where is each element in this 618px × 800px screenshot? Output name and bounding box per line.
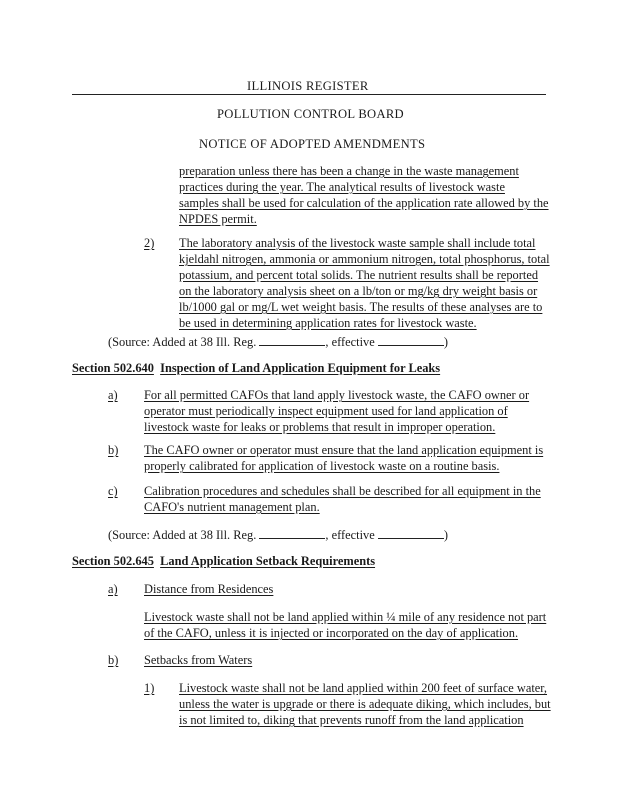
setback-a-label: a)	[108, 582, 118, 596]
continuation-line: preparation unless there has been a change in the waste management	[179, 164, 519, 178]
item-b-label: b)	[108, 443, 119, 457]
source-effective: , effective	[325, 335, 375, 349]
item-2-line: kjeldahl nitrogen, ammonia or ammonium nitrogen, total phosphorus, total	[179, 252, 550, 266]
setback-b-label: b)	[108, 653, 119, 667]
continuation-line: samples shall be used for calculation of the application rate allowed by the	[179, 196, 549, 210]
setback-a-line: of the CAFO, unless it is injected or incorporated on the day of application.	[144, 626, 519, 640]
item-2-line: potassium, and percent total solids. The nutrient results shall be reported	[179, 268, 539, 282]
item-c-line: Calibration procedures and schedules shall be described for all equipment in the	[144, 484, 541, 498]
source-note	[108, 334, 448, 350]
board-title: POLLUTION CONTROL BOARD	[217, 107, 404, 121]
item-b-line: The CAFO owner or operator must ensure that the land application equipment is	[144, 443, 544, 457]
section-645-heading	[72, 554, 375, 569]
header-rule	[72, 94, 546, 95]
item-c-line: CAFO's nutrient management plan.	[144, 500, 320, 514]
item-2-label: 2)	[144, 236, 155, 250]
continuation-line: practices during the year. The analytical results of livestock waste	[179, 180, 505, 194]
setback-b-title: Setbacks from Waters	[144, 653, 253, 667]
item-2-line: be used in determining application rates for livestock waste.	[179, 316, 477, 330]
source-prefix: (Source: Added at 38 Ill. Reg.	[108, 335, 257, 349]
section-640-heading	[72, 361, 440, 376]
effective-date-blank	[378, 334, 444, 346]
item-b-line: properly calibrated for application of livestock waste on a routine basis.	[144, 459, 500, 473]
source-close: )	[443, 528, 448, 542]
setback-b1-line: is not limited to, diking that prevents runoff from the land application	[179, 713, 524, 727]
item-2-line: on the laboratory analysis sheet on a lb/ton or mg/kg dry weight basis or	[179, 284, 538, 298]
continuation-line: NPDES permit.	[179, 212, 257, 226]
item-2-line: The laboratory analysis of the livestock waste sample shall include total	[179, 236, 536, 250]
setback-b1-line: unless the water is upgrade or there is adequate diking, which includes, but	[179, 697, 551, 711]
source-note	[108, 527, 448, 543]
item-c-label: c)	[108, 484, 118, 498]
register-blank	[259, 527, 325, 539]
item-2-line: lb/1000 gal or mg/L wet weight basis. The results of these analyses are to	[179, 300, 543, 314]
section-640-title: Inspection of Land Application Equipment for Leaks	[160, 361, 441, 375]
register-blank	[259, 334, 325, 346]
source-prefix: (Source: Added at 38 Ill. Reg.	[108, 528, 257, 542]
setback-b1-label: 1)	[144, 681, 155, 695]
item-a-line: operator must periodically inspect equipment used for land application of	[144, 404, 508, 418]
effective-date-blank	[378, 527, 444, 539]
section-645-number: Section 502.645	[72, 554, 154, 568]
setback-b1-line: Livestock waste shall not be land applied within 200 feet of surface water,	[179, 681, 548, 695]
register-title: ILLINOIS REGISTER	[247, 79, 369, 93]
setback-a-title: Distance from Residences	[144, 582, 274, 596]
source-close: )	[443, 335, 448, 349]
item-a-line: livestock waste for leaks or problems that result in improper operation.	[144, 420, 496, 434]
source-effective: , effective	[325, 528, 375, 542]
item-a-label: a)	[108, 388, 118, 402]
section-640-number: Section 502.640	[72, 361, 154, 375]
item-a-line: For all permitted CAFOs that land apply livestock waste, the CAFO owner or	[144, 388, 530, 402]
notice-title: NOTICE OF ADOPTED AMENDMENTS	[199, 137, 426, 151]
setback-a-line: Livestock waste shall not be land applied within ¼ mile of any residence not part	[144, 610, 547, 624]
section-645-title: Land Application Setback Requirements	[160, 554, 376, 568]
